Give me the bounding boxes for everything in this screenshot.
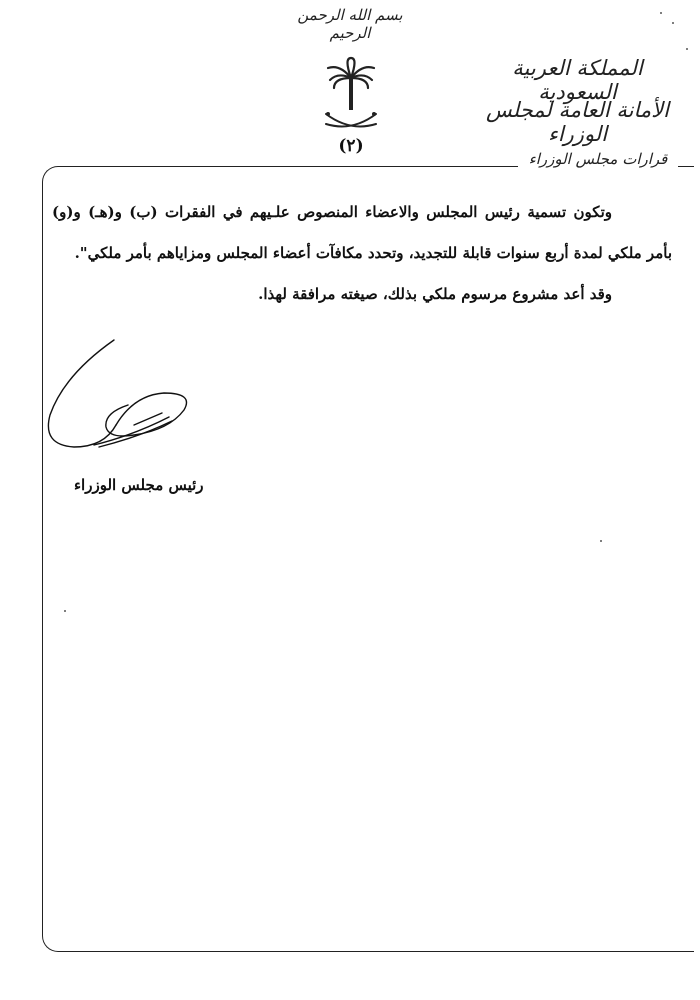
signature-scribble [44,335,204,465]
scan-speck [600,540,602,542]
scan-speck [660,12,662,14]
document-body [52,192,672,315]
basmala-heading: بسم الله الرحمن الرحيم [297,6,403,42]
page-number: (٢) [338,136,364,156]
scan-speck [686,48,688,50]
scan-speck [64,610,66,612]
saudi-emblem-icon [320,56,382,136]
body-paragraph: وتكون تسمية رئيس المجلس والاعضاء المنصوص علـيهم في الفقرات (ب) و(هـ) و(و) بأمر ملكي لمدة أربع سنوات قابلة للتجديد، وتحدد مكافآت أعضاء المجلس ومزاياهم بأمر ملكي". [52,203,672,262]
secretariat-heading: الأمانة العامة لمجلس الوزراء [485,98,669,146]
body-paragraph: وقد أعد مشروع مرسوم ملكي بذلك، صيغته مرافقة لهذا. [258,285,612,303]
scan-speck [672,22,674,24]
kingdom-heading: المملكة العربية السعودية [512,56,643,104]
decisions-label: قرارات مجلس الوزراء [518,150,678,168]
signatory-title: رئيس مجلس الوزراء [74,476,204,494]
